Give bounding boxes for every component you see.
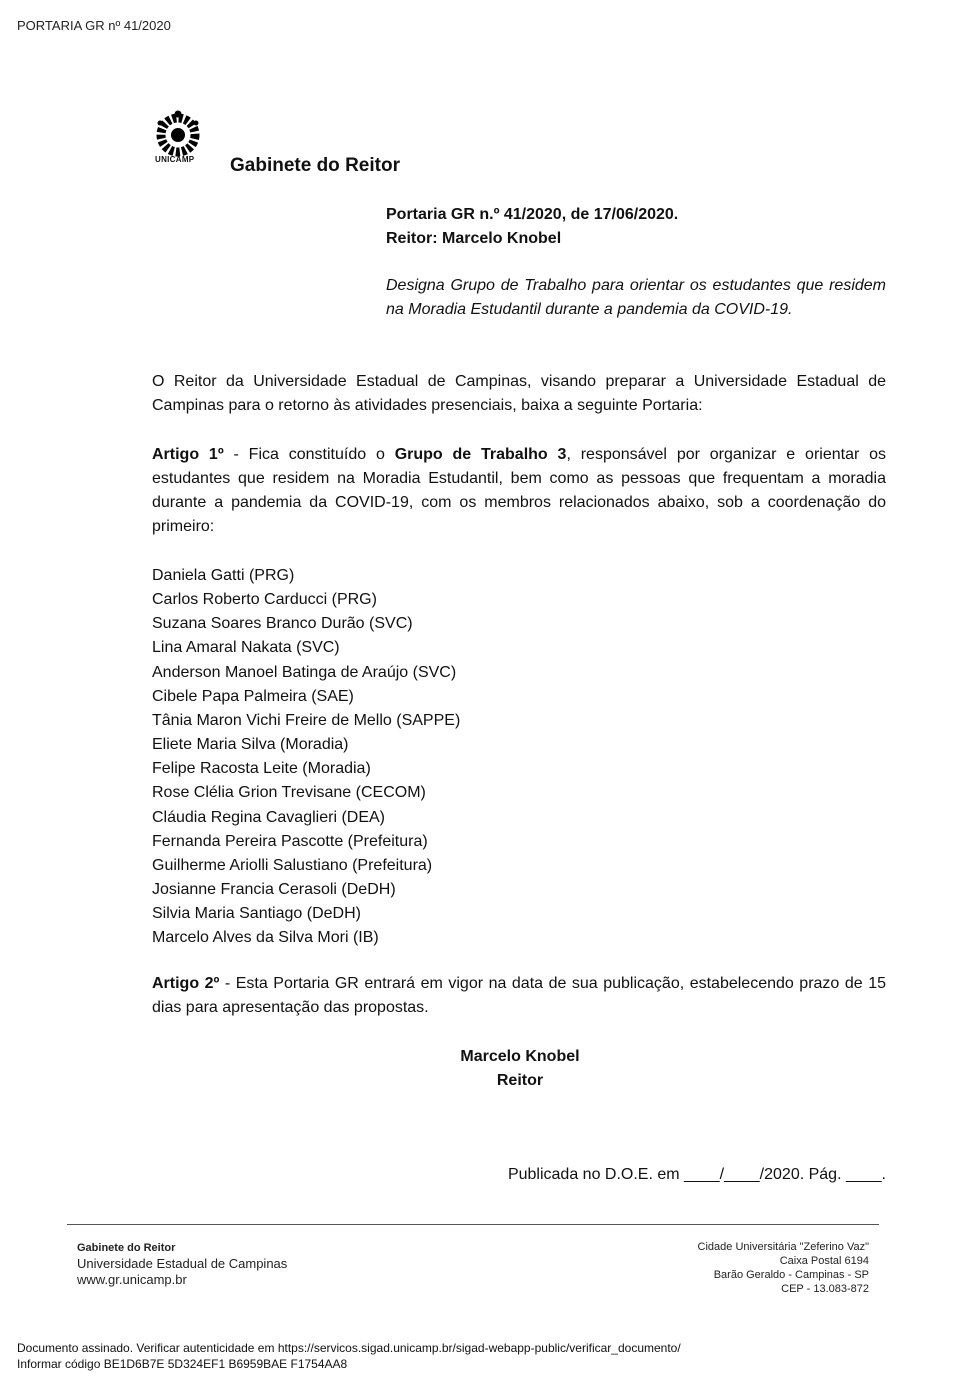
publication-line: Publicada no D.O.E. em ____/____/2020. Pág. ____.	[507, 1166, 886, 1183]
member-item: Tânia Maron Vichi Freire de Mello (SAPPE)	[152, 711, 461, 729]
members-list	[152, 564, 460, 951]
office-title: Gabinete do Reitor	[230, 155, 400, 176]
artigo-2-paragraph	[152, 972, 886, 1020]
footer-university: Universidade Estadual de Campinas	[77, 1256, 288, 1271]
footer-divider	[67, 1224, 879, 1225]
ementa: Designa Grupo de Trabalho para orientar os estudantes que residem na Moradia Estudantil durante a pandemia da COVID-19.	[386, 277, 886, 318]
member-item: Lina Amaral Nakata (SVC)	[152, 639, 340, 657]
footer-address-line: CEP - 13.083-872	[781, 1283, 869, 1295]
member-item: Rose Clélia Grion Trevisane (CECOM)	[152, 784, 426, 802]
signature-block	[385, 1045, 655, 1093]
artigo-1-text-b: , responsável por organizar e orientar os estudantes que residem na Moradia Estudantil, bem como as pessoas que frequentam a moradia durante a pandemia da COVID-19, com os membros relacionados abaixo, sob a coordenação do primeiro:	[152, 446, 887, 535]
member-item: Silvia Maria Santiago (DeDH)	[152, 905, 361, 923]
artigo-1-text-a: - Fica constituído o	[223, 446, 395, 463]
member-item: Marcelo Alves da Silva Mori (IB)	[152, 929, 379, 947]
artigo-1-paragraph	[152, 443, 886, 539]
signature-role: Reitor	[496, 1072, 544, 1089]
footer-address-line: Cidade Universitária "Zeferino Vaz"	[697, 1241, 869, 1253]
member-item: Anderson Manoel Batinga de Araújo (SVC)	[152, 663, 457, 681]
member-item: Carlos Roberto Carducci (PRG)	[152, 591, 377, 609]
footer-address	[698, 1240, 869, 1296]
authenticity-url-line: Documento assinado. Verificar autenticidade em https://servicos.sigad.unicamp.br/sigad-webapp-public/verificar_documento/	[17, 1341, 681, 1355]
intro-paragraph: O Reitor da Universidade Estadual de Campinas, visando preparar a Universidade Estadual de Campinas para o retorno às atividades presenciais, baixa a seguinte Portaria:	[152, 373, 886, 414]
member-item: Daniela Gatti (PRG)	[152, 567, 295, 584]
member-item: Felipe Racosta Leite (Moradia)	[152, 760, 371, 778]
member-item: Suzana Soares Branco Durão (SVC)	[152, 615, 413, 633]
footer-office: Gabinete do Reitor	[77, 1242, 176, 1254]
artigo-1-label: Artigo 1º	[152, 446, 224, 463]
footer-left	[77, 1240, 287, 1288]
member-item: Cláudia Regina Cavaglieri (DEA)	[152, 808, 385, 826]
portaria-title: Portaria GR n.º 41/2020, de 17/06/2020.	[386, 206, 679, 223]
member-item: Eliete Maria Silva (Moradia)	[152, 736, 349, 754]
working-group-name: Grupo de Trabalho 3	[394, 446, 567, 463]
artigo-2-text: - Esta Portaria GR entrará em vigor na data de sua publicação, estabelecendo prazo de 15 dias para apresentação das propostas.	[152, 975, 886, 1016]
member-item: Fernanda Pereira Pascotte (Prefeitura)	[152, 832, 428, 850]
footer-address-line: Barão Geraldo - Campinas - SP	[713, 1269, 869, 1281]
document-header-label: PORTARIA GR nº 41/2020	[17, 18, 171, 33]
authenticity-code-line: Informar código BE1D6B7E 5D324EF1 B6959BAE F1754AA8	[17, 1357, 348, 1371]
signature-name: Marcelo Knobel	[460, 1048, 580, 1065]
reitor-line: Reitor: Marcelo Knobel	[386, 230, 562, 247]
member-item: Cibele Papa Palmeira (SAE)	[152, 687, 354, 705]
authenticity-note	[17, 1340, 681, 1372]
artigo-2-label: Artigo 2º	[152, 975, 220, 992]
logo-mark	[158, 111, 199, 153]
member-item: Guilherme Ariolli Salustiano (Prefeitura)	[152, 856, 433, 874]
footer-website: www.gr.unicamp.br	[77, 1272, 187, 1287]
portaria-heading	[386, 203, 678, 251]
member-item: Josianne Francia Cerasoli (DeDH)	[152, 881, 396, 899]
footer-address-line: Caixa Postal 6194	[779, 1255, 869, 1267]
logo-caption: UNICAMP	[155, 155, 195, 164]
